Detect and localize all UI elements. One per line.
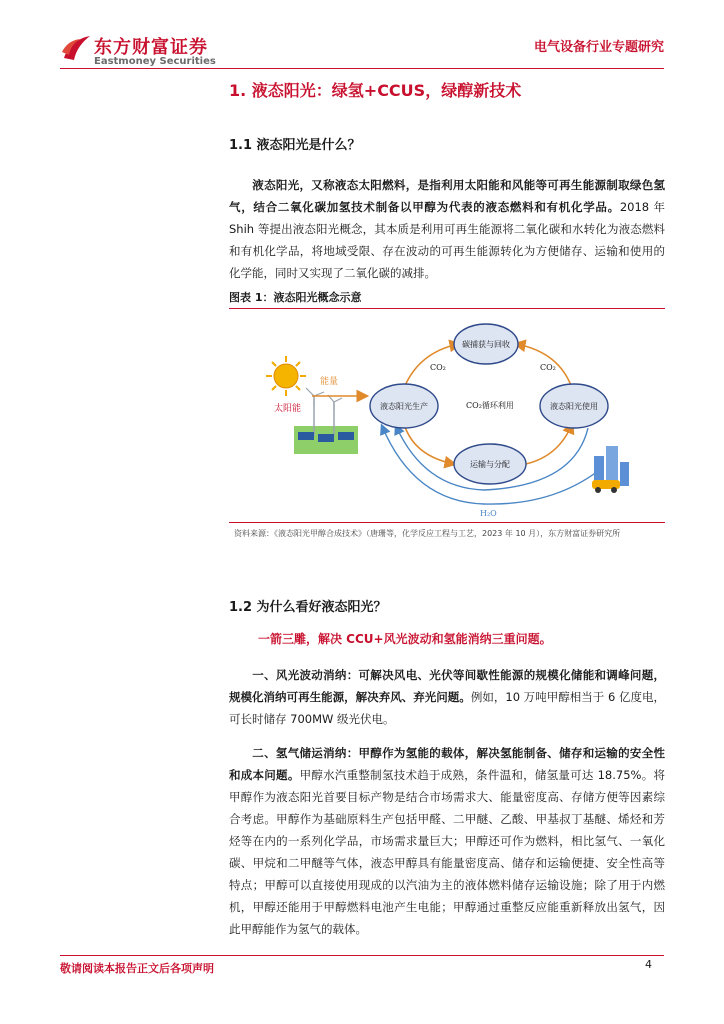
liquid-sunshine-diagram — [254, 316, 638, 520]
point-1-bold: 一、风光波动消纳：可解决风电、光伏等间歇性能源的规模化储能和调峰问题，规模化消纳可再生能源，解决弃风、弃光问题。 — [229, 668, 665, 704]
brand-name-cn: 东方财富证券 — [94, 37, 208, 58]
tagline: 一箭三雕，解决 CCU+风光波动和氢能消纳三重问题。 — [258, 632, 552, 646]
co2-right-label: CO₂ — [540, 363, 556, 372]
figure-top-rule — [229, 308, 665, 309]
page-header — [60, 32, 664, 72]
subsection-title-1-1: 1.1 液态阳光是什么？ — [229, 138, 361, 153]
intro-paragraph-bold: 液态阳光，又称液态太阳燃料，是指利用太阳能和风能等可再生能源制取绿色氢气，结合二氧化碳加氢技术制备以甲醇为代表的液态燃料和有机化学品。 — [229, 178, 665, 214]
sun-icon — [266, 356, 306, 396]
figure-bottom-rule — [229, 522, 665, 523]
city-transport-icon — [592, 446, 629, 493]
footer-divider — [60, 955, 664, 956]
intro-paragraph — [229, 174, 665, 284]
eastmoney-logo-icon — [60, 32, 92, 64]
figure-caption: 图表 1：液态阳光概念示意 — [229, 291, 362, 304]
figure-source: 资料来源：《液态阳光甲醇合成技术》（唐珊等，化学反应工程与工艺，2023 年 10 月），东方财富证券研究所 — [234, 529, 621, 538]
report-type: 电气设备行业专题研究 — [533, 40, 664, 55]
cycle-arrow-left-down — [404, 424, 454, 464]
co2-left-label: CO₂ — [430, 363, 446, 372]
h2o-label: H₂O — [480, 509, 497, 518]
brand-name-en: Eastmoney Securities — [94, 56, 216, 67]
subsection-title-1-2: 1.2 为什么看好液态阳光？ — [229, 600, 387, 615]
section-title: 1. 液态阳光：绿氢+CCUS，绿醇新技术 — [229, 81, 522, 100]
header-divider — [60, 68, 664, 69]
cycle-arrow-right-down — [526, 424, 572, 464]
footer-disclaimer: 敬请阅读本报告正文后各项声明 — [60, 962, 214, 975]
intro-paragraph-rest: 2018 年 Shih 等提出液态阳光概念，其本质是利用可再生能源将二氧化碳和水转化为液态燃料和有机化学品，将地域受限、存在波动的可再生能源转化为方便储存、运输和使用的化学能，同时又实现了二氧化碳的减排。 — [229, 200, 665, 280]
energy-label: 能量 — [320, 377, 339, 387]
node-production-label: 液态阳光生产 — [380, 402, 428, 411]
sun-label: 太阳能 — [274, 404, 302, 414]
page-number: 4 — [645, 958, 652, 971]
point-2-paragraph — [229, 742, 665, 940]
wind-solar-farm-icon — [294, 388, 358, 454]
node-carbon-capture-label: 碳捕获与回收 — [462, 340, 510, 349]
point-1-paragraph — [229, 664, 665, 730]
point-2-rest: 甲醇水汽重整制氢技术趋于成熟，条件温和，储氢量可达 18.75%。将甲醇作为液态阳光首要目标产物是结合市场需求大、能量密度高、存储方便等因素综合考虑。甲醇作为基础原料生产包括甲醛、二甲醚、乙酸、甲基叔丁基醚、烯烃和芳烃等在内的一系列化学品，市场需求量巨大；甲醇还可作为燃料，相比氢气、一氧化碳、甲烷和二甲醚等气体，液态甲醇具有能量密度高、储存和运输便捷、安全性高等特点；甲醇可以直接使用现成的以汽油为主的液体燃料储存运输设施；除了用于内燃机，甲醇还能用于甲醇燃料电池产生电能；甲醇通过重整反应能重新释放出氢气，因此甲醇能作为氢气的载体。 — [229, 768, 665, 936]
point-1-rest: 例如，10 万吨甲醇相当于 6 亿度电，可长时储存 700MW 级光伏电。 — [229, 690, 665, 726]
node-use-label: 液态阳光使用 — [550, 402, 598, 411]
co2-cycle-label: CO₂循环利用 — [466, 401, 514, 410]
node-transport-label: 运输与分配 — [470, 460, 510, 469]
point-2-bold: 二、氢气储运消纳：甲醇作为氢能的载体，解决氢能制备、储存和运输的安全性和成本问题。 — [229, 746, 665, 782]
